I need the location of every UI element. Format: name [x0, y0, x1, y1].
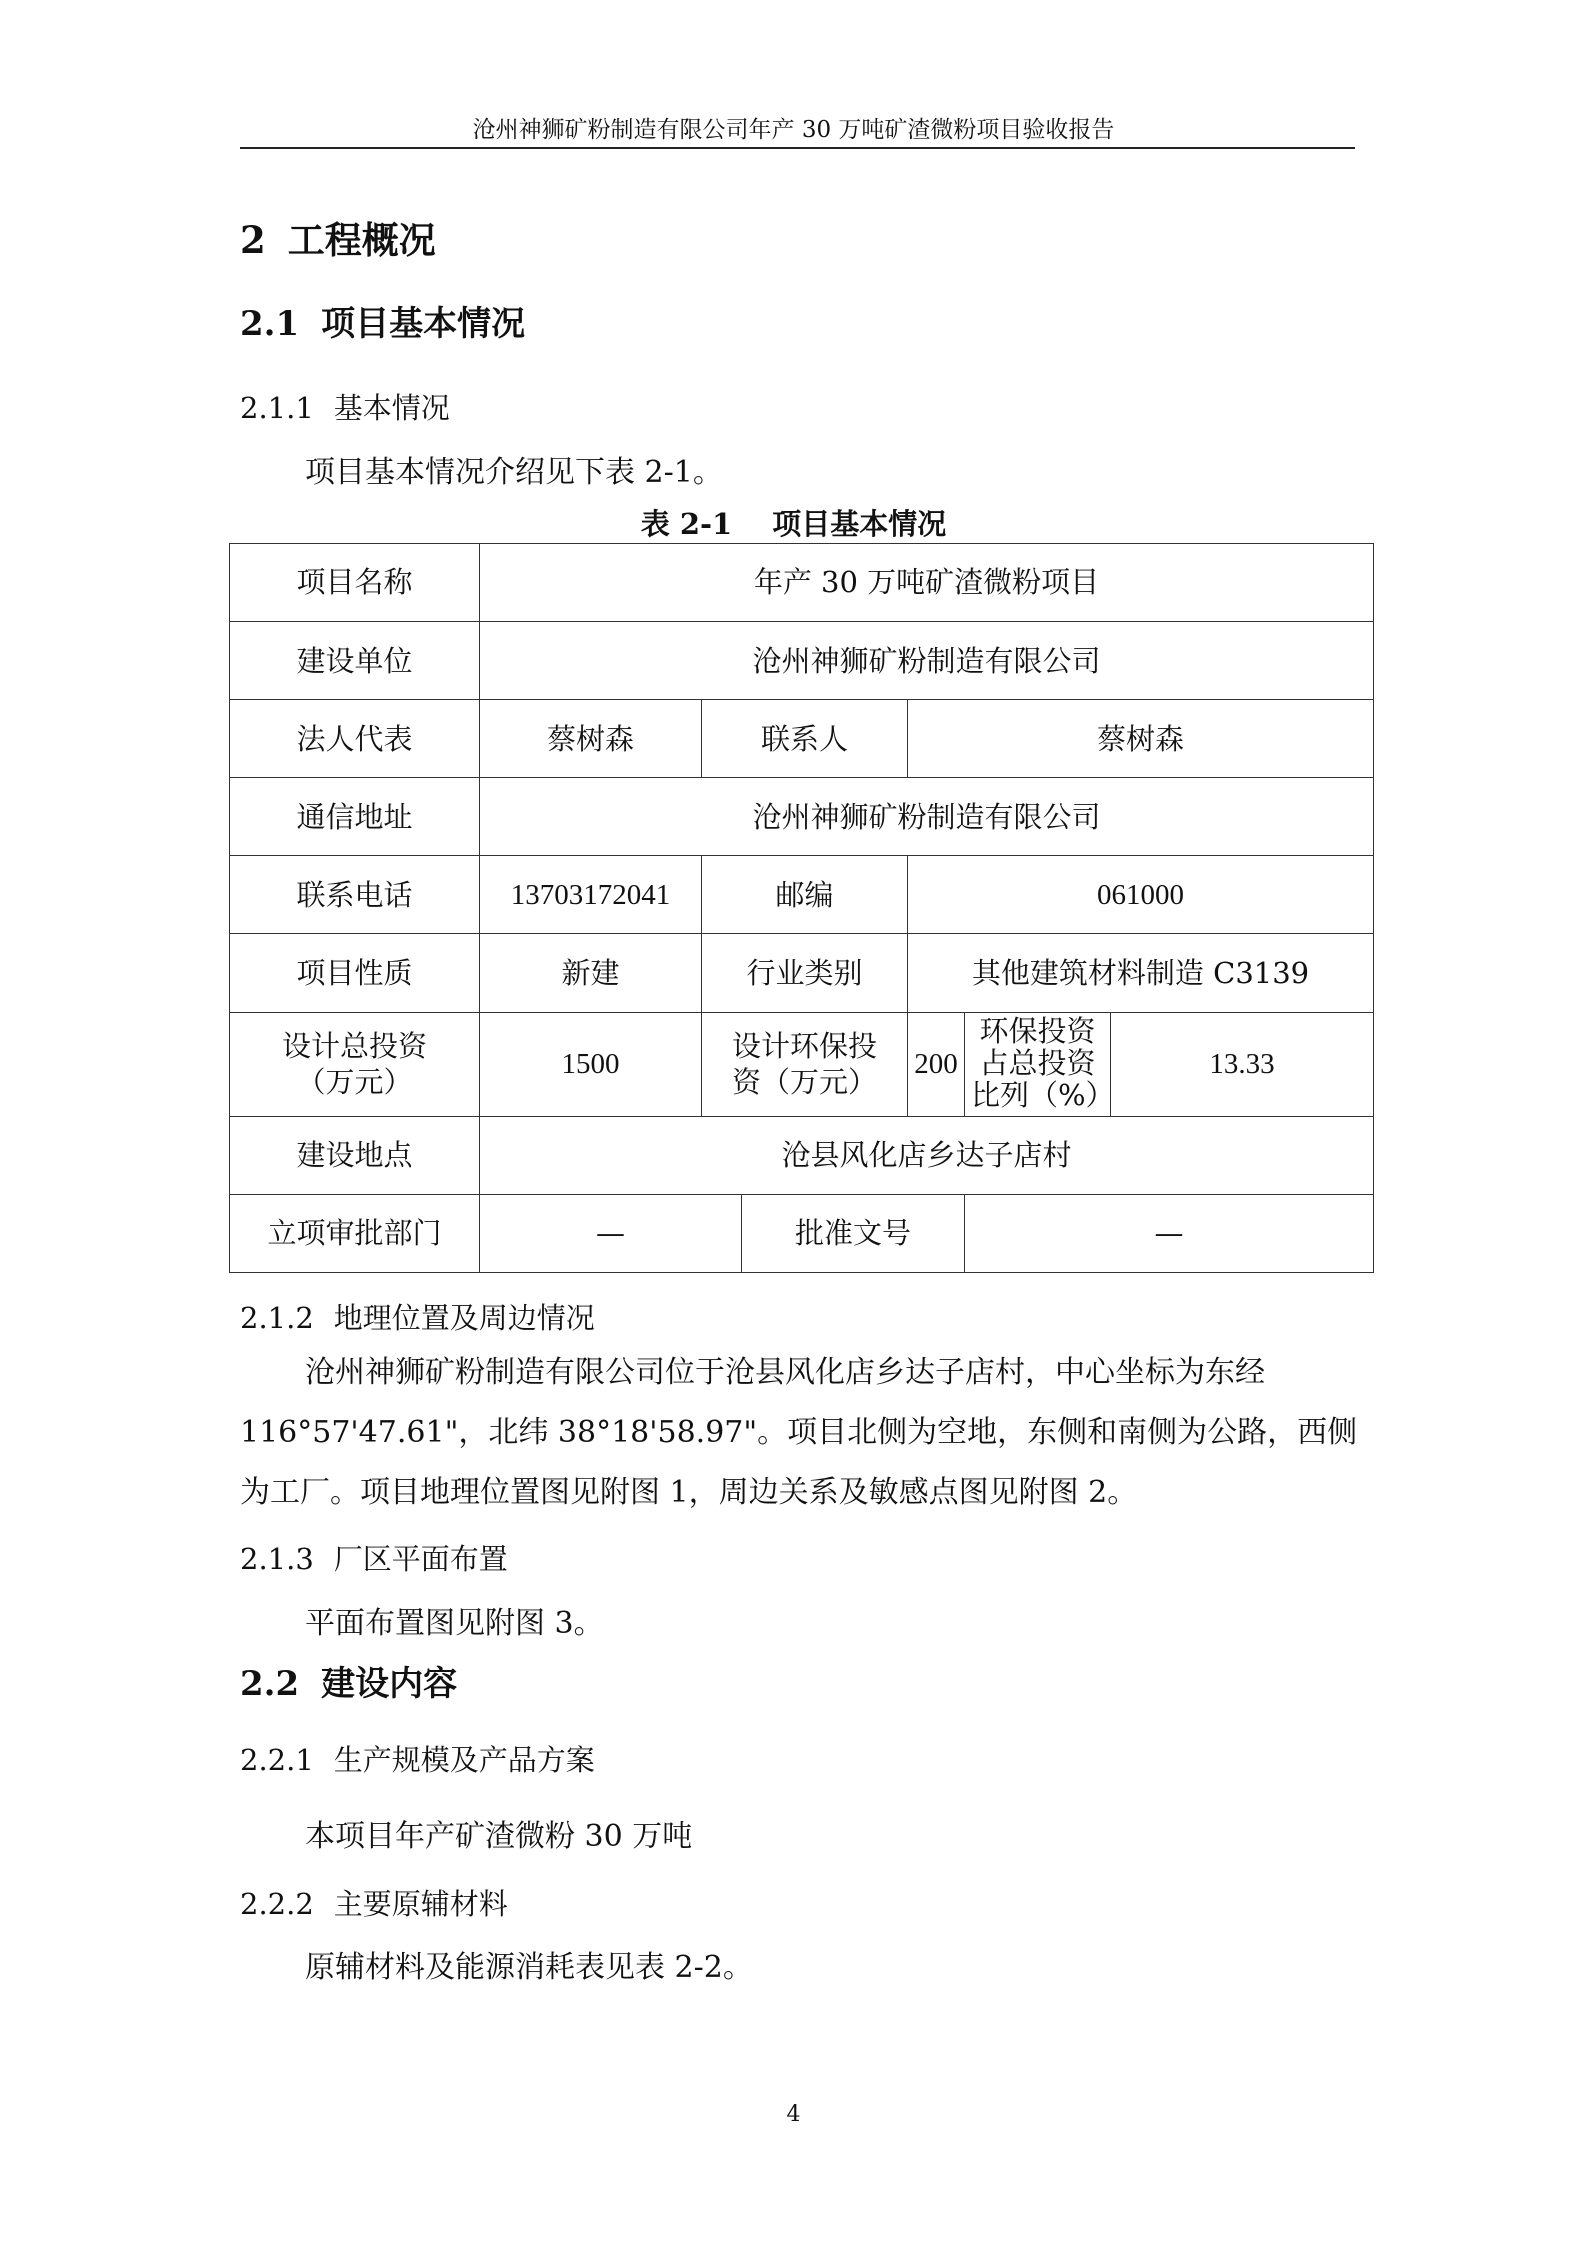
paragraph-line: 116°57'47.61"，北纬 38°18'58.97"。项目北侧为空地，东侧和南侧为公路，西侧 [240, 1415, 1358, 1450]
table-cell-value: 1500 [480, 1012, 702, 1116]
table-cell-value: — [480, 1194, 742, 1272]
table-caption-number: 表 2-1 [640, 507, 733, 541]
table-cell-label: 批准文号 [742, 1194, 965, 1272]
table-cell-label: 项目性质 [230, 934, 480, 1012]
label-line: 比列（%） [971, 1078, 1115, 1113]
subsection-title: 生产规模及产品方案 [333, 1743, 595, 1777]
paragraph-2-2-1: 本项目年产矿渣微粉 30 万吨 [305, 1819, 693, 1854]
page-number: 4 [786, 2102, 801, 2127]
label-line: （万元） [296, 1065, 413, 1100]
section-title: 项目基本情况 [321, 304, 526, 344]
table-cell-label: 通信地址 [230, 778, 480, 856]
table-cell-value: 蔡树森 [908, 700, 1374, 778]
table-row [230, 1194, 1374, 1272]
subsection-2-1-2-heading [240, 1296, 595, 1337]
subsection-number: 2.1.2 [240, 1301, 314, 1335]
table-cell-value: 13703172041 [480, 856, 702, 934]
table-cell-value: 年产 30 万吨矿渣微粉项目 [480, 544, 1374, 622]
label-line: 资（万元） [731, 1065, 877, 1100]
chapter-title: 工程概况 [287, 218, 436, 262]
subsection-2-1-3-heading [240, 1537, 508, 1578]
table-cell-label: 建设单位 [230, 622, 480, 700]
subsection-title: 厂区平面布置 [333, 1542, 508, 1576]
label-line: 设计环保投 [731, 1028, 877, 1063]
label-line: 环保投资 [979, 1014, 1096, 1049]
subsection-2-1-1-heading [240, 386, 450, 427]
chapter-number: 2 [240, 218, 266, 262]
table-cell-label: 联系人 [702, 700, 908, 778]
table-cell-label [230, 1012, 480, 1116]
subsection-title: 主要原辅材料 [333, 1887, 508, 1921]
table-caption [0, 502, 1587, 543]
header-rule [240, 147, 1355, 149]
table-cell-label: 建设地点 [230, 1116, 480, 1194]
subsection-number: 2.1.3 [240, 1542, 314, 1576]
table-cell-value: 沧州神狮矿粉制造有限公司 [480, 778, 1374, 856]
table-cell-label: 法人代表 [230, 700, 480, 778]
table-cell-label [702, 1012, 908, 1116]
section-2-1-heading [240, 296, 525, 345]
table-row [230, 622, 1374, 700]
subsection-title: 基本情况 [333, 391, 450, 425]
table-row [230, 544, 1374, 622]
subsection-number: 2.2.2 [240, 1887, 314, 1921]
table-cell-value: 13.33 [1111, 1012, 1374, 1116]
label-line: 设计总投资 [281, 1028, 427, 1063]
subsection-number: 2.2.1 [240, 1743, 314, 1777]
table-cell-value: 新建 [480, 934, 702, 1012]
table-row [230, 700, 1374, 778]
paragraph-2-1-3: 平面布置图见附图 3。 [305, 1606, 604, 1641]
table-row [230, 778, 1374, 856]
table-cell-value: — [965, 1194, 1374, 1272]
section-number: 2.2 [240, 1664, 300, 1704]
table-cell-label [965, 1012, 1115, 1116]
table-cell-label: 联系电话 [230, 856, 480, 934]
table-cell-value: 200 [908, 1012, 965, 1116]
table-row [230, 1116, 1374, 1194]
basic-info-table [229, 543, 1374, 1273]
section-number: 2.1 [240, 304, 300, 344]
subsection-title: 地理位置及周边情况 [333, 1301, 595, 1335]
table-cell-value: 沧州神狮矿粉制造有限公司 [480, 622, 1374, 700]
running-header: 沧州神狮矿粉制造有限公司年产 30 万吨矿渣微粉项目验收报告 [472, 117, 1115, 143]
subsection-2-2-1-heading [240, 1738, 595, 1779]
paragraph-2-2-2: 原辅材料及能源消耗表见表 2-2。 [305, 1950, 753, 1985]
label-line: 占总投资 [979, 1046, 1096, 1081]
table-cell-label: 邮编 [702, 856, 908, 934]
table-cell-value: 其他建筑材料制造 C3139 [908, 934, 1374, 1012]
chapter-heading [240, 210, 436, 264]
table-row [230, 856, 1374, 934]
table-cell-value: 蔡树森 [480, 700, 702, 778]
table-cell-label: 立项审批部门 [230, 1194, 480, 1272]
table-cell-label: 项目名称 [230, 544, 480, 622]
section-title: 建设内容 [321, 1664, 458, 1704]
paragraph-line: 为工厂。项目地理位置图见附图 1，周边关系及敏感点图见附图 2。 [240, 1475, 1138, 1510]
table-row [230, 1012, 1374, 1116]
paragraph-2-1-1: 项目基本情况介绍见下表 2-1。 [305, 455, 723, 490]
table-caption-title: 项目基本情况 [772, 507, 947, 541]
table-cell-value: 061000 [908, 856, 1374, 934]
subsection-2-2-2-heading [240, 1882, 508, 1923]
paragraph-line: 沧州神狮矿粉制造有限公司位于沧县风化店乡达子店村，中心坐标为东经 [305, 1355, 1265, 1390]
subsection-number: 2.1.1 [240, 391, 314, 425]
table-row [230, 934, 1374, 1012]
table-cell-label: 行业类别 [702, 934, 908, 1012]
table-cell-value: 沧县风化店乡达子店村 [480, 1116, 1374, 1194]
section-2-2-heading [240, 1656, 457, 1705]
